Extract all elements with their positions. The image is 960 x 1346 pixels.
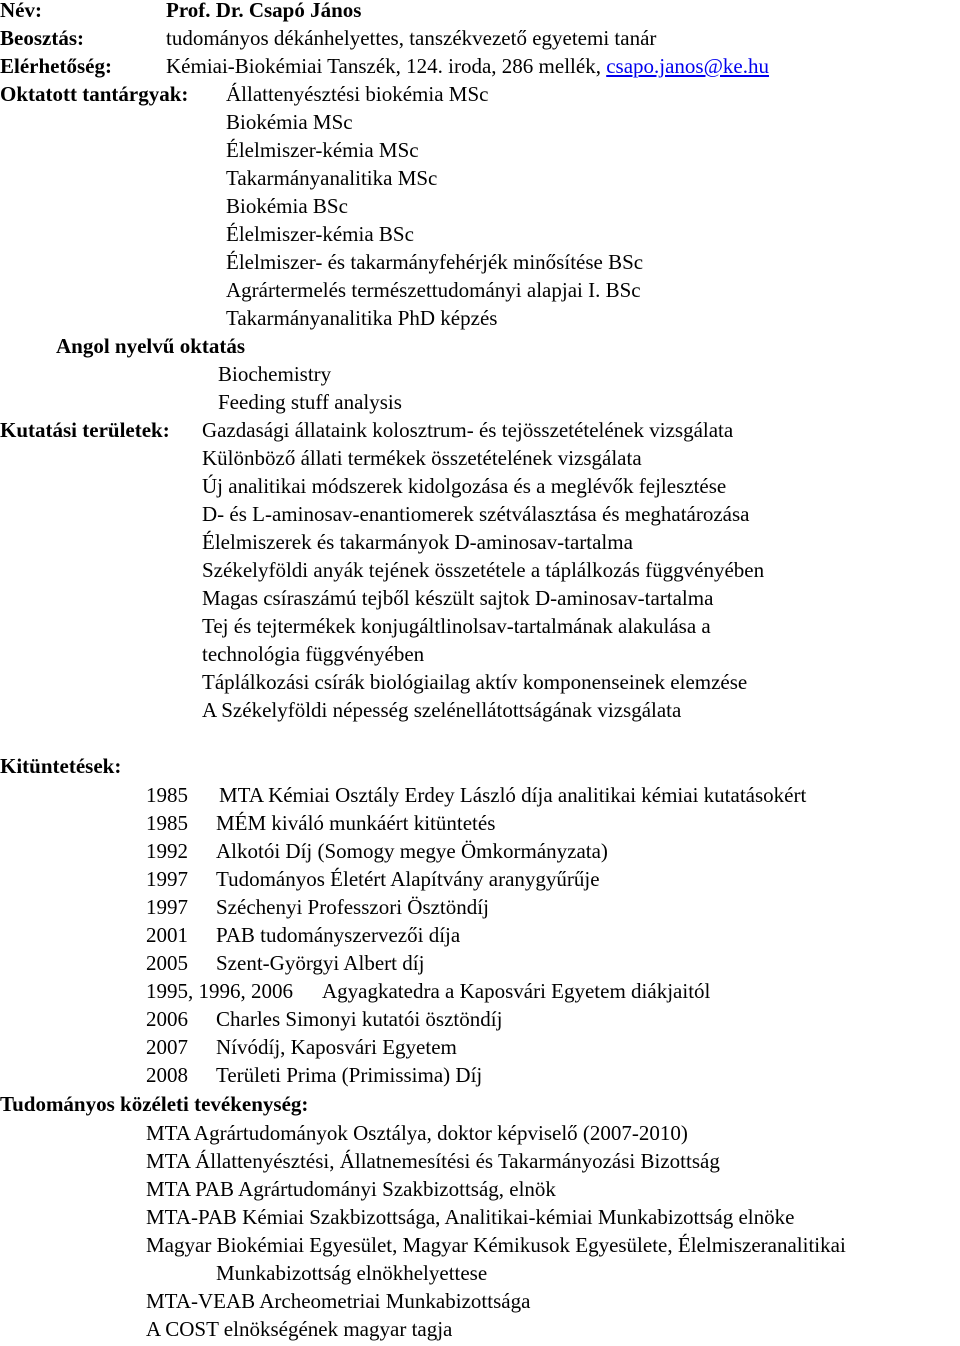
public-item: MTA-VEAB Archeometriai Munkabizottsága (146, 1289, 531, 1313)
course-item: Takarmányanalitika PhD képzés (226, 306, 498, 330)
research-item: Új analitikai módszerek kidolgozása és a meglévők fejlesztése (202, 474, 727, 498)
course-item: Állattenyésztési biokémia MSc (226, 82, 489, 106)
award-text: MÉM kiváló munkáért kitüntetés (216, 811, 496, 835)
position-label: Beosztás: (0, 26, 84, 50)
award-text: Széchenyi Professzori Ösztöndíj (216, 895, 489, 919)
award-year: 2006 (146, 1007, 188, 1031)
award-text: PAB tudományszervezői díja (216, 923, 461, 947)
english-item: Feeding stuff analysis (218, 390, 402, 414)
course-item: Agrártermelés természettudományi alapjai I. BSc (226, 278, 641, 302)
research-item: Tej és tejtermékek konjugáltlinolsav-tartalmának alakulása a (202, 614, 711, 638)
award-year: 2001 (146, 923, 188, 947)
research-item: Gazdasági állataink kolosztrum- és tejösszetételének vizsgálata (202, 418, 734, 442)
award-year: 1985 (146, 811, 188, 835)
course-item: Takarmányanalitika MSc (226, 166, 438, 190)
course-item: Élelmiszer-kémia MSc (226, 138, 419, 162)
english-item: Biochemistry (218, 362, 332, 386)
research-item: Székelyföldi anyák tejének összetétele a táplálkozás függvényében (202, 558, 765, 582)
research-item: A Székelyföldi népesség szelénellátottságának vizsgálata (202, 698, 682, 722)
course-item: Biokémia MSc (226, 110, 353, 134)
award-year: 1985 (146, 783, 188, 807)
research-item: technológia függvényében (202, 642, 425, 666)
award-text: Alkotói Díj (Somogy megye Ömkormányzata) (216, 839, 608, 863)
name-label: Név: (0, 0, 42, 22)
english-label: Angol nyelvű oktatás (56, 334, 246, 358)
research-item: Magas csíraszámú tejből készült sajtok D-aminosav-tartalma (202, 586, 714, 610)
award-year: 1995, 1996, 2006 (146, 979, 293, 1003)
research-label: Kutatási területek: (0, 418, 170, 442)
contact-value (166, 52, 769, 80)
contact-email-link[interactable]: csapo.janos@ke.hu (606, 54, 770, 78)
position-value: tudományos dékánhelyettes, tanszékvezető egyetemi tanár (166, 26, 657, 50)
course-item: Biokémia BSc (226, 194, 348, 218)
award-text: Területi Prima (Primissima) Díj (216, 1063, 483, 1087)
public-item: MTA Állattenyésztési, Állatnemesítési és Takarmányozási Bizottság (146, 1149, 720, 1173)
award-year: 1997 (146, 895, 188, 919)
award-year: 2008 (146, 1063, 188, 1087)
course-item: Élelmiszer- és takarmányfehérjék minősítése BSc (226, 250, 644, 274)
public-item: MTA PAB Agrártudományi Szakbizottság, elnök (146, 1177, 556, 1201)
award-text: Tudományos Életért Alapítvány aranygyűrűje (216, 867, 600, 891)
award-text: Agyagkatedra a Kaposvári Egyetem diákjaitól (322, 979, 711, 1003)
name-value: Prof. Dr. Csapó János (166, 0, 362, 22)
award-year: 1997 (146, 867, 188, 891)
research-item: Táplálkozási csírák biológiailag aktív komponenseinek elemzése (202, 670, 748, 694)
contact-address: Kémiai-Biokémiai Tanszék, 124. iroda, 286 mellék, (166, 54, 601, 78)
public-item: MTA-PAB Kémiai Szakbizottsága, Analitikai-kémiai Munkabizottság elnöke (146, 1205, 795, 1229)
award-text: Szent-Györgyi Albert díj (216, 951, 425, 975)
research-item: D- és L-aminosav-enantiomerek szétválasztása és meghatározása (202, 502, 750, 526)
contact-label: Elérhetőség: (0, 54, 112, 78)
research-item: Különböző állati termékek összetételének vizsgálata (202, 446, 642, 470)
awards-label: Kitüntetések: (0, 754, 122, 778)
public-item: Magyar Biokémiai Egyesület, Magyar Kémikusok Egyesülete, Élelmiszeranalitikai (146, 1233, 846, 1257)
research-item: Élelmiszerek és takarmányok D-aminosav-tartalma (202, 530, 633, 554)
award-year: 1992 (146, 839, 188, 863)
award-text: Nívódíj, Kaposvári Egyetem (216, 1035, 457, 1059)
award-text: Charles Simonyi kutatói ösztöndíj (216, 1007, 503, 1031)
public-label: Tudományos közéleti tevékenység: (0, 1092, 309, 1116)
courses-label: Oktatott tantárgyak: (0, 82, 189, 106)
public-item: MTA Agrártudományok Osztálya, doktor képviselő (2007-2010) (146, 1121, 688, 1145)
public-item: A COST elnökségének magyar tagja (146, 1317, 453, 1341)
award-year: 2005 (146, 951, 188, 975)
award-text: MTA Kémiai Osztály Erdey László díja analitikai kémiai kutatásokért (219, 783, 807, 807)
public-item: Munkabizottság elnökhelyettese (216, 1261, 488, 1285)
course-item: Élelmiszer-kémia BSc (226, 222, 414, 246)
award-year: 2007 (146, 1035, 188, 1059)
